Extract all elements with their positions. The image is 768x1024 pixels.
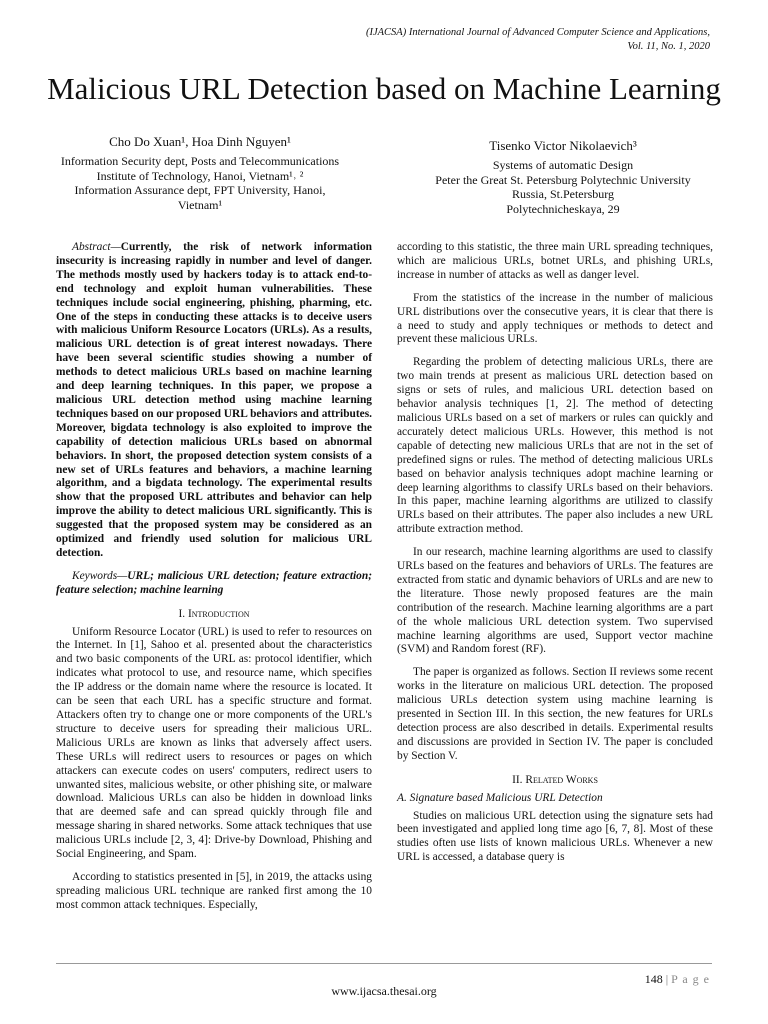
author-block-left xyxy=(40,133,360,216)
keywords xyxy=(56,570,372,598)
keywords-text: URL; malicious URL detection; feature extraction; feature selection; machine learning xyxy=(56,569,372,596)
author-names-left: Cho Do Xuan¹, Hoa Dinh Nguyen¹ xyxy=(109,134,291,149)
affiliation-line: Information Security dept, Posts and Telecommunications xyxy=(60,154,340,168)
abstract-text: Currently, the risk of network information insecurity is increasing rapidly in number and level of danger. The methods mostly used by hackers today is to attack end-to-end technology and exploit human vulnerabilities. These techniques include social engineering, phishing, pharming, etc. One of the steps in conducting these attacks is to deceive users with malicious Uniform Resource Locators (URLs). As a results, malicious URL detection is of great interest nowadays. There have been several scientific studies showing a number of methods to detect malicious URLs based on machine learning and deep learning techniques. In this paper, we propose a malicious URL detection method using machine learning techniques based on our proposed URL behaviors and attributes. Moreover, bigdata technology is also exploited to improve the capability of detection malicious URLs based on abnormal behaviors. In short, the proposed detection system consists of a new set of URLs features and behaviors, a machine learning algorithm, and a bigdata technology. The experimental results show that the proposed URL attributes and behavior can help improve the ability to detect malicious URL significantly. This is suggested that the proposed system may be considered as an optimized and friendly used solution for malicious URL detection. xyxy=(56,241,372,559)
affiliation-line: Information Assurance dept, FPT University, Hanoi, xyxy=(74,183,326,198)
paragraph: Studies on malicious URL detection using the signature sets had been investigated and applied long time ago [6, 7, 8]. Most of these studies often use lists of known malicious URLs. Whenever a new URL is accessed, a database query is xyxy=(397,809,713,864)
page-separator: | xyxy=(665,972,669,986)
abstract xyxy=(56,241,372,561)
paragraph: In our research, machine learning algorithms are used to classify URLs based on the features and behaviors of URLs. The features are extracted from static and dynamic behaviors of URLs and are new to the literature. Those newly proposed features are the main contribution of the research. Machine learning algorithms are a part of the whole malicious URL detection system. Two supervised machine learning algorithms are used, Support vector machine (SVM) and Random forest (RF). xyxy=(397,546,713,656)
affiliation-line: Systems of automatic Design xyxy=(492,158,634,172)
section-heading-introduction: I. Introduction xyxy=(178,607,250,620)
left-column xyxy=(56,241,372,922)
paragraph: According to statistics presented in [5], in 2019, the attacks using spreading malicious URL technique are ranked first among the 10 most common attack techniques. Especially, xyxy=(56,870,372,911)
affiliation-line: Polytechnicheskaya, 29 xyxy=(506,201,620,216)
journal-name: (IJACSA) International Journal of Advanced Computer Science and Applications, xyxy=(365,27,710,38)
section-heading-related-works: II. Related Works xyxy=(512,773,598,786)
journal-volume: Vol. 11, No. 1, 2020 xyxy=(627,41,710,52)
paragraph: according to this statistic, the three main URL spreading techniques, which are malicious URLs, botnet URLs, and phishing URLs, increase in number of attacks as well as danger level. xyxy=(397,241,713,281)
footer-website: www.ijacsa.thesai.org xyxy=(331,984,437,998)
affiliation-line: Vietnam¹ xyxy=(177,197,223,212)
affiliation-line: Institute of Technology, Hanoi, Vietnam¹˒ ² xyxy=(96,168,304,183)
paragraph: From the statistics of the increase in the number of malicious URL distributions over the consecutive years, it is clear that there is a need to study and apply techniques or methods to detect and prevent these malicious URLs. xyxy=(397,291,713,346)
journal-header xyxy=(366,26,710,54)
author-section xyxy=(40,133,728,216)
affiliation-line: Peter the Great St. Petersburg Polytechnic University xyxy=(435,172,691,187)
paragraph: The paper is organized as follows. Section II reviews some recent works in the literature on malicious URL detection. The proposed malicious URLs detection system using machine learning is presented in Section III. In this section, the new features for URLs detection process are also described in details. Experimental results and discussions are provided in Section IV. The paper is concluded by Section V. xyxy=(397,666,713,762)
keywords-lead: Keywords— xyxy=(72,569,128,582)
footer-divider xyxy=(56,963,712,964)
right-column xyxy=(397,241,713,874)
abstract-lead: Abstract— xyxy=(72,241,121,253)
page-label: P a g e xyxy=(671,972,710,986)
paragraph: Regarding the problem of detecting malicious URLs, there are two main trends at present as malicious URL detection based on signs or sets of rules, and malicious URL detection based on behavior analysis techniques [1, 2]. The method of detecting malicious URLs based on a set of markers or rules can quickly and accurately detect malicious URLs. However, this method is not capable of detecting new malicious URLs that are not in the set of predefined signs or rules. The method of detecting malicious URLs based on behavior analysis techniques adopt machine learning or deep learning algorithms to classify URLs based on their behaviors. In this paper, machine learning algorithms are utilized to classify URLs based on their attributes. The paper also includes a new URL attribute extraction method. xyxy=(397,356,713,536)
page-number-value: 148 xyxy=(644,972,663,986)
paragraph: Uniform Resource Locator (URL) is used to refer to resources on the Internet. In [1], Sahoo et al. presented about the characteristics and two basic components of the URL as: protocol identifier, which indicates what protocol to use, and resource name, which specifies the IP address or the domain name where the resource is located. It can be seen that each URL has a specific structure and format. Attackers often try to change one or more components of the URL's structure to deceive users for spreading their malicious URL. Malicious URLs are known as links that adversely affect users. These URLs will redirect users to resources or pages on which attackers can execute codes on users' computers, redirect users to unwanted sites, malicious website, or other phishing site, or malware download. Malicious URLs can also be hidden in download links that are deemed safe and can spread quickly through file and message sharing in shared networks. Some attack techniques that use malicious URLs include [2, 3, 4]: Drive-by Download, Phishing and Social Engineering, and Spam. xyxy=(56,625,372,861)
subsection-heading: A. Signature based Malicious URL Detection xyxy=(397,791,603,804)
author-names-right: Tisenko Victor Nikolaevich³ xyxy=(489,138,637,153)
paper-title: Malicious URL Detection based on Machine Learning xyxy=(47,71,721,106)
affiliation-line: Russia, St.Petersburg xyxy=(511,187,615,202)
author-block-right xyxy=(398,137,728,216)
